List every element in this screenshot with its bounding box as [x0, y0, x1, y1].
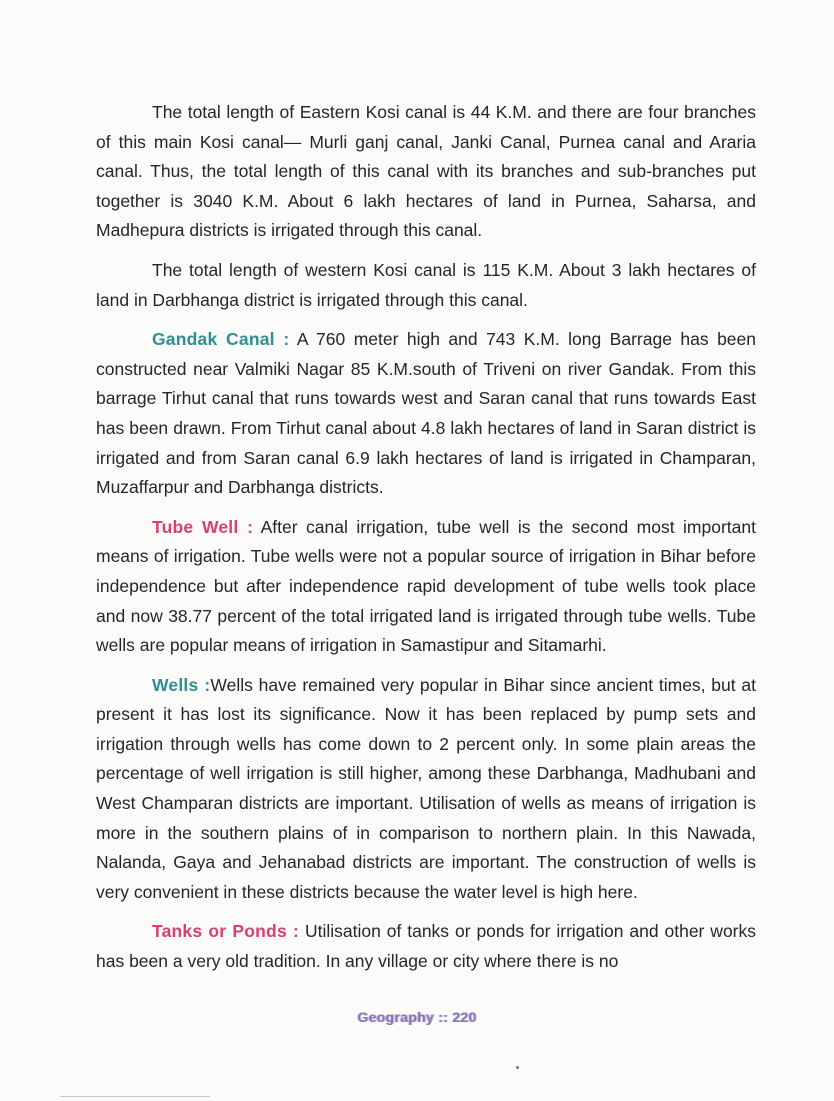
paragraph-eastern-kosi-canal: [96, 98, 756, 246]
heading-tube-well: Tube Well :: [152, 516, 254, 537]
scan-speck: [516, 1066, 519, 1069]
paragraph-gandak-canal: [96, 325, 756, 503]
paragraph-text: After canal irrigation, tube well is the second most important means of irrigation. Tube wells were not a popular source of irrigation in Bihar before independence but after independence rapid development of tube wells took place and now 38.77 percent of the total irrigated land is irrigated through tube wells. Tube wells are popular means of irrigation in Samastipur and Sitamarhi.: [96, 516, 756, 656]
paragraph-tube-well: [96, 513, 756, 661]
page-body: [96, 98, 756, 977]
bottom-edge-line: [60, 1096, 210, 1097]
paragraph-western-kosi-canal: [96, 256, 756, 315]
paragraph-tanks-or-ponds: [96, 917, 756, 976]
page-footer: Geography :: 220: [357, 1009, 477, 1025]
heading-tanks-or-ponds: Tanks or Ponds :: [152, 921, 300, 942]
heading-gandak-canal: Gandak Canal :: [152, 329, 290, 350]
heading-wells: Wells :: [152, 674, 211, 695]
paragraph-text: A 760 meter high and 743 K.M. long Barrage has been constructed near Valmiki Nagar 85 K.M.south of Triveni on river Gandak. From this barrage Tirhut canal that runs towards west and Saran canal that runs towards East has been drawn. From Tirhut canal about 4.8 lakh hectares of land in Saran district is irrigated and from Saran canal 6.9 lakh hectares of land is irrigated in Champaran, Muzaffarpur and Darbhanga districts.: [96, 329, 756, 498]
paragraph-wells: [96, 671, 756, 908]
paragraph-text: The total length of Eastern Kosi canal is 44 K.M. and there are four branches of this main Kosi canal— Murli ganj canal, Janki Canal, Purnea canal and Araria canal. Thus, the total length of this canal with its branches and sub-branches put together is 3040 K.M. About 6 lakh hectares of land in Purnea, Saharsa, and Madhepura districts is irrigated through this canal.: [96, 102, 756, 241]
paragraph-text: The total length of western Kosi canal is 115 K.M. About 3 lakh hectares of land in Darbhanga district is irrigated through this canal.: [96, 259, 756, 310]
paragraph-text: Wells have remained very popular in Bihar since ancient times, but at present it has lost its significance. Now it has been replaced by pump sets and irrigation through wells has come down to 2 percent only. In some plain areas the percentage of well irrigation is still higher, among these Darbhanga, Madhubani and West Champaran districts are important. Utilisation of wells as means of irrigation is more in the southern plains of in comparison to northern plain. In this Nawada, Nalanda, Gaya and Jehanabad districts are important. The construction of wells is very convenient in these districts because the water level is high here.: [96, 674, 756, 902]
paragraph-text: Utilisation of tanks or ponds for irrigation and other works has been a very old tradition. In any village or city where there is no: [96, 921, 756, 972]
